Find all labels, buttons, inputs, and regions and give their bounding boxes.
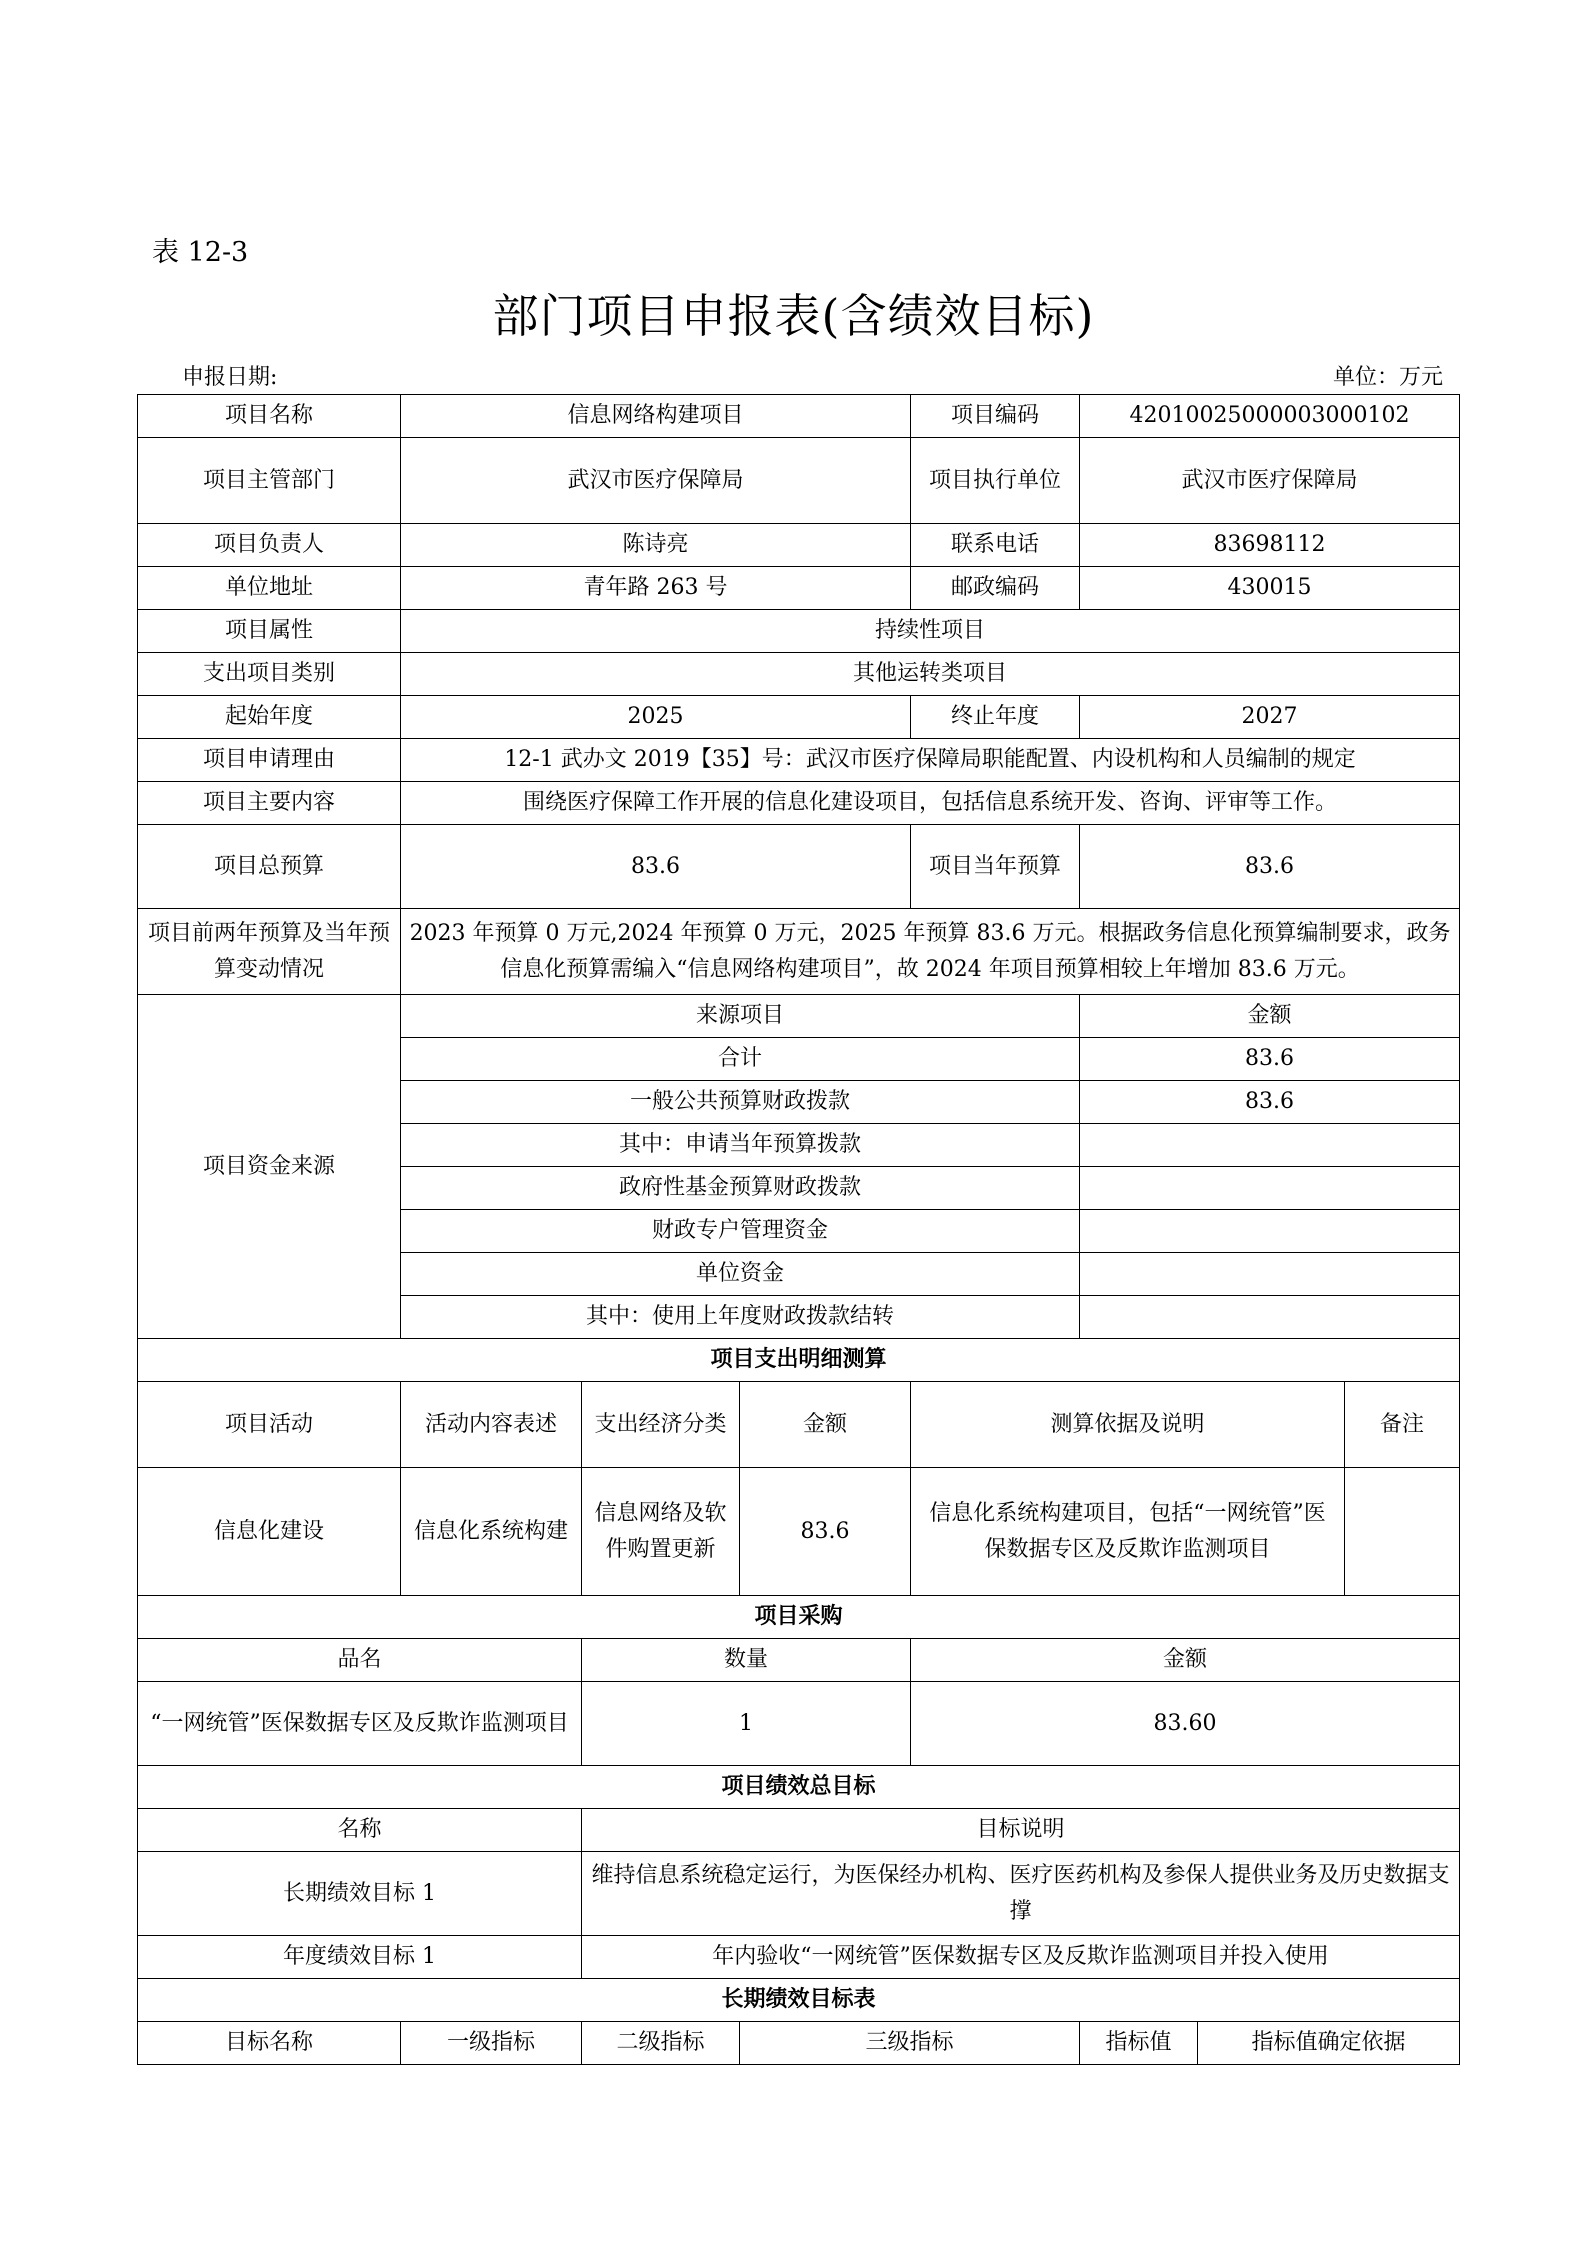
row-funding-header [138, 995, 1460, 1038]
longterm-header-level3: 三级指标 [740, 2022, 1080, 2065]
row-performance-section [138, 1766, 1460, 1809]
content-label: 项目主要内容 [138, 782, 401, 825]
row-performance-header [138, 1809, 1460, 1852]
project-code-label: 项目编码 [911, 395, 1080, 438]
exec-unit-value: 武汉市医疗保障局 [1080, 438, 1460, 524]
row-project-name [138, 395, 1460, 438]
funding-row-amount [1080, 1253, 1460, 1296]
attr-label: 项目属性 [138, 610, 401, 653]
phone-value: 83698112 [1080, 524, 1460, 567]
funding-row-name: 单位资金 [401, 1253, 1080, 1296]
row-content [138, 782, 1460, 825]
expense-activity: 信息化建设 [138, 1468, 401, 1596]
expense-amount: 83.6 [740, 1468, 911, 1596]
reason-value: 12-1 武办文 2019【35】号：武汉市医疗保障局职能配置、内设机构和人员编制的规定 [401, 739, 1460, 782]
page-title: 部门项目申报表(含绩效目标) [492, 289, 1095, 343]
longterm-section-title: 长期绩效目标表 [138, 1979, 1460, 2022]
manager-value: 陈诗亮 [401, 524, 911, 567]
performance-header-name: 名称 [138, 1809, 582, 1852]
start-year-value: 2025 [401, 696, 911, 739]
funding-row-amount: 83.6 [1080, 1081, 1460, 1124]
longterm-header-level1: 一级指标 [401, 2022, 582, 2065]
project-code-value: 42010025000003000102 [1080, 395, 1460, 438]
end-year-value: 2027 [1080, 696, 1460, 739]
funding-col-amount: 金额 [1080, 995, 1460, 1038]
performance-name: 长期绩效目标 1 [138, 1852, 582, 1936]
row-expense-header [138, 1382, 1460, 1468]
procurement-amount: 83.60 [911, 1682, 1460, 1766]
row-reason [138, 739, 1460, 782]
performance-name: 年度绩效目标 1 [138, 1936, 582, 1979]
project-name-label: 项目名称 [138, 395, 401, 438]
funding-row-name: 政府性基金预算财政拨款 [401, 1167, 1080, 1210]
longterm-header-basis: 指标值确定依据 [1198, 2022, 1460, 2065]
row-years [138, 696, 1460, 739]
total-budget-label: 项目总预算 [138, 825, 401, 909]
row-category [138, 653, 1460, 696]
longterm-header-value: 指标值 [1080, 2022, 1198, 2065]
funding-label: 项目资金来源 [138, 995, 401, 1339]
attr-value: 持续性项目 [401, 610, 1460, 653]
postcode-label: 邮政编码 [911, 567, 1080, 610]
expense-header-amount: 金额 [740, 1382, 911, 1468]
year-budget-value: 83.6 [1080, 825, 1460, 909]
content-value: 围绕医疗保障工作开展的信息化建设项目，包括信息系统开发、咨询、评审等工作。 [401, 782, 1460, 825]
performance-desc: 年内验收“一网统管”医保数据专区及反欺诈监测项目并投入使用 [582, 1936, 1460, 1979]
row-procurement-section [138, 1596, 1460, 1639]
expense-remark [1345, 1468, 1460, 1596]
funding-row-amount [1080, 1210, 1460, 1253]
funding-row-amount [1080, 1296, 1460, 1339]
procurement-row [138, 1682, 1460, 1766]
performance-row [138, 1852, 1460, 1936]
apply-date-label: 申报日期: [182, 365, 278, 390]
expense-section-title: 项目支出明细测算 [138, 1339, 1460, 1382]
expense-row [138, 1468, 1460, 1596]
phone-label: 联系电话 [911, 524, 1080, 567]
procurement-header-item: 品名 [138, 1639, 582, 1682]
funding-row-name: 其中：申请当年预算拨款 [401, 1124, 1080, 1167]
table-number-label: 表 12-3 [152, 237, 249, 268]
row-attr [138, 610, 1460, 653]
performance-desc: 维持信息系统稳定运行，为医保经办机构、医疗医药机构及参保人提供业务及历史数据支撑 [582, 1852, 1460, 1936]
funding-row-amount: 83.6 [1080, 1038, 1460, 1081]
funding-row-amount [1080, 1167, 1460, 1210]
funding-row-amount [1080, 1124, 1460, 1167]
row-procurement-header [138, 1639, 1460, 1682]
address-label: 单位地址 [138, 567, 401, 610]
funding-row-name: 合计 [401, 1038, 1080, 1081]
year-budget-label: 项目当年预算 [911, 825, 1080, 909]
row-address [138, 567, 1460, 610]
funding-col-source: 来源项目 [401, 995, 1080, 1038]
row-longterm-section [138, 1979, 1460, 2022]
manager-label: 项目负责人 [138, 524, 401, 567]
start-year-label: 起始年度 [138, 696, 401, 739]
procurement-section-title: 项目采购 [138, 1596, 1460, 1639]
expense-content: 信息化系统构建 [401, 1468, 582, 1596]
history-label: 项目前两年预算及当年预算变动情况 [138, 909, 401, 995]
procurement-item: “一网统管”医保数据专区及反欺诈监测项目 [138, 1682, 582, 1766]
dept-label: 项目主管部门 [138, 438, 401, 524]
expense-header-content: 活动内容表述 [401, 1382, 582, 1468]
project-name-value: 信息网络构建项目 [401, 395, 911, 438]
total-budget-value: 83.6 [401, 825, 911, 909]
procurement-header-amount: 金额 [911, 1639, 1460, 1682]
row-budget [138, 825, 1460, 909]
row-longterm-header [138, 2022, 1460, 2065]
expense-header-econ-class: 支出经济分类 [582, 1382, 740, 1468]
history-value: 2023 年预算 0 万元,2024 年预算 0 万元，2025 年预算 83.6 万元。根据政务信息化预算编制要求，政务信息化预算需编入“信息网络构建项目”，故 2024 年项目预算相较上年增加 83.6 万元。 [401, 909, 1460, 995]
unit-label: 单位：万元 [1332, 365, 1443, 390]
longterm-header-target: 目标名称 [138, 2022, 401, 2065]
performance-row [138, 1936, 1460, 1979]
funding-row-name: 其中：使用上年度财政拨款结转 [401, 1296, 1080, 1339]
project-application-table [137, 394, 1460, 2065]
procurement-qty: 1 [582, 1682, 911, 1766]
procurement-header-qty: 数量 [582, 1639, 911, 1682]
address-value: 青年路 263 号 [401, 567, 911, 610]
category-value: 其他运转类项目 [401, 653, 1460, 696]
expense-basis: 信息化系统构建项目，包括“一网统管”医保数据专区及反欺诈监测项目 [911, 1468, 1345, 1596]
expense-econ-class: 信息网络及软件购置更新 [582, 1468, 740, 1596]
expense-header-remark: 备注 [1345, 1382, 1460, 1468]
row-history [138, 909, 1460, 995]
row-expense-section [138, 1339, 1460, 1382]
end-year-label: 终止年度 [911, 696, 1080, 739]
row-manager [138, 524, 1460, 567]
postcode-value: 430015 [1080, 567, 1460, 610]
longterm-header-level2: 二级指标 [582, 2022, 740, 2065]
row-dept [138, 438, 1460, 524]
dept-value: 武汉市医疗保障局 [401, 438, 911, 524]
performance-header-desc: 目标说明 [582, 1809, 1460, 1852]
performance-section-title: 项目绩效总目标 [138, 1766, 1460, 1809]
funding-row-name: 一般公共预算财政拨款 [401, 1081, 1080, 1124]
expense-header-basis: 测算依据及说明 [911, 1382, 1345, 1468]
expense-header-activity: 项目活动 [138, 1382, 401, 1468]
funding-row-name: 财政专户管理资金 [401, 1210, 1080, 1253]
exec-unit-label: 项目执行单位 [911, 438, 1080, 524]
category-label: 支出项目类别 [138, 653, 401, 696]
reason-label: 项目申请理由 [138, 739, 401, 782]
